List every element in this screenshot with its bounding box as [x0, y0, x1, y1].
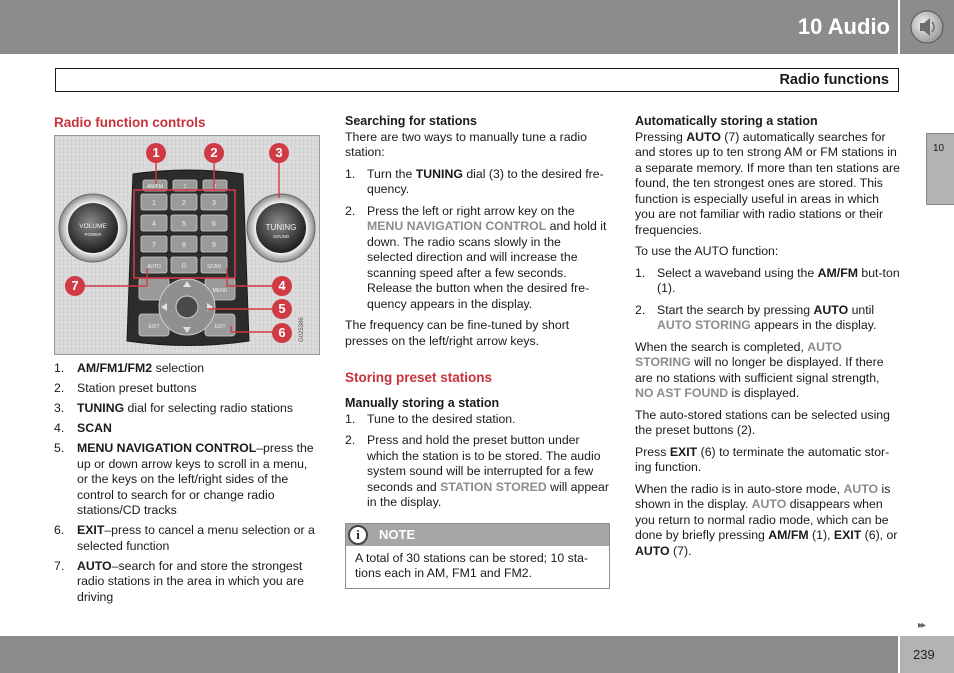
- svg-text:4: 4: [152, 221, 156, 228]
- list-item: 2. Press the left or right arrow key on the MENU NAVIGATION CONTROL and hold it down. The radio scans slowly in the selected direction and will increase the scanning speed after a few seconds. Release the button when the desired fre-quency appears in the display.: [345, 203, 607, 311]
- searching-intro: There are two ways to manually tune a radio station:: [345, 129, 587, 159]
- svg-text:0: 0: [182, 263, 186, 270]
- side-tab-label: 10: [933, 143, 945, 154]
- note-text: A total of 30 stations can be stored; 10 sta-tions each in AM, FM1 and FM2.: [355, 550, 589, 580]
- chapter-title: 10 Audio: [797, 14, 890, 39]
- legend-item: 4. SCAN: [54, 421, 112, 435]
- auto-storing-heading: Automatically storing a station: [635, 114, 818, 128]
- speaker-icon: [909, 9, 945, 45]
- figure-code: G025386: [299, 317, 305, 342]
- key-label-auto: AUTO: [147, 264, 161, 270]
- page-number-box: [900, 636, 954, 673]
- svg-text:1: 1: [183, 184, 187, 190]
- page-number: 239: [913, 647, 935, 662]
- searching-steps: [345, 167, 610, 313]
- svg-text:6: 6: [212, 221, 216, 228]
- legend-item: 7. AUTO–search for and store the strongest radio stations in the area in which you are driving: [54, 558, 304, 604]
- header-bar: [0, 0, 898, 54]
- legend-item: 5. MENU NAVIGATION CONTROL–press the up or down arrow keys to scroll in a menu, or the keys on the left/right sides of the control to search for or change radio stations/CD tracks: [54, 441, 314, 517]
- key-label-am-fm: AM/FM: [146, 184, 164, 190]
- manual-steps: [345, 412, 610, 511]
- callout-1: 1: [146, 143, 166, 163]
- preset-select-text: The auto-stored stations can be selected using the preset buttons (2).: [635, 407, 890, 437]
- callout-2: 2: [204, 143, 224, 163]
- svg-text:2: 2: [213, 184, 217, 190]
- svg-text:7: 7: [152, 242, 156, 249]
- next-page-arrows-icon: ▸▸: [918, 620, 925, 631]
- callout-3: 3: [269, 143, 289, 163]
- section-header: [55, 68, 899, 92]
- search-completed-text: When the search is completed, AUTO STORING will no longer be displayed. If there are no stations with sufficient signal strength, NO AST FOUND is displayed.: [635, 339, 884, 400]
- list-item: 2. Start the search by pressing AUTO until AUTO STORING appears in the display.: [635, 302, 877, 332]
- footer-bar: [0, 636, 898, 673]
- list-item: 1. Turn the TUNING dial (3) to the desired fre-quency.: [345, 166, 604, 196]
- note-box: [345, 523, 610, 589]
- callout-7: 7: [65, 276, 85, 296]
- column-1: [54, 114, 320, 610]
- svg-text:9: 9: [212, 242, 216, 249]
- legend-item: 2. Station preset buttons: [54, 381, 197, 395]
- svg-text:8: 8: [182, 242, 186, 249]
- svg-text:1: 1: [152, 200, 156, 207]
- callout-6: 6: [272, 323, 292, 343]
- knob-label-volume: VOLUME: [79, 223, 107, 230]
- svg-text:EXIT: EXIT: [214, 324, 226, 330]
- svg-text:POWER: POWER: [84, 232, 102, 237]
- note-header: [346, 524, 609, 546]
- list-item: 1. Tune to the desired station.: [345, 411, 516, 426]
- auto-intro: Pressing AUTO (7) automatically searches for and stores up to ten strong AM or FM stations in a separate memory. If more than ten stations are found, the ten strongest ones are stored. This function is especially useful in areas in which you are not familiar with radio stations or their frequencies.: [635, 129, 900, 237]
- legend-item: 3. TUNING dial for selecting radio stations: [54, 401, 293, 415]
- svg-text:2: 2: [182, 200, 186, 207]
- callout-4: 4: [272, 276, 292, 296]
- storing-heading: Storing preset stations: [345, 370, 493, 385]
- auto-mode-text: When the radio is in auto-store mode, AUTO is shown in the display. AUTO disappears when you return to normal radio mode, which can be done by briefly pressing AM/FM (1), EXIT (6), or AUTO (7).: [635, 481, 898, 558]
- column-3: [635, 114, 901, 565]
- manual-storing-heading: Manually storing a station: [345, 396, 500, 410]
- info-icon: i: [348, 525, 368, 545]
- svg-text:5: 5: [182, 221, 186, 228]
- list-item: 2. Press and hold the preset button under which the station is to be stored. The audio system sound will be interrupted for a few seconds and STATION STORED will appear in the display.: [345, 433, 609, 509]
- radio-controls-heading: Radio function controls: [54, 115, 206, 130]
- svg-text:SOUND: SOUND: [272, 234, 290, 239]
- radio-controls-figure: [54, 135, 320, 355]
- knob-label-tuning: TUNING: [265, 223, 297, 232]
- list-item: 1. Select a waveband using the AM/FM but-ton (1).: [635, 265, 900, 295]
- chapter-side-tab: [926, 133, 954, 205]
- column-2: [345, 114, 610, 589]
- exit-text: Press EXIT (6) to terminate the automatic stor-ing function.: [635, 444, 890, 474]
- callout-5: 5: [272, 299, 292, 319]
- auto-steps: [635, 266, 901, 334]
- fine-tune-text: The frequency can be fine-tuned by short presses on the left/right arrow keys.: [345, 318, 570, 348]
- key-label-exit: EXIT: [148, 324, 160, 330]
- auto-use-text: To use the AUTO function:: [635, 244, 779, 258]
- key-label-menu: MENU: [212, 288, 228, 294]
- legend-item: 6. EXIT–press to cancel a menu selection or a selected function: [54, 523, 315, 553]
- note-label: NOTE: [379, 526, 416, 542]
- section-title: Radio functions: [779, 72, 889, 88]
- chapter-icon-box: [900, 0, 954, 54]
- legend-item: 1. AM/FM1/FM2 selection: [54, 361, 205, 375]
- figure-legend: [54, 361, 320, 605]
- svg-text:3: 3: [212, 200, 216, 207]
- searching-heading: Searching for stations: [345, 114, 477, 128]
- key-label-scan: SCAN: [207, 264, 221, 270]
